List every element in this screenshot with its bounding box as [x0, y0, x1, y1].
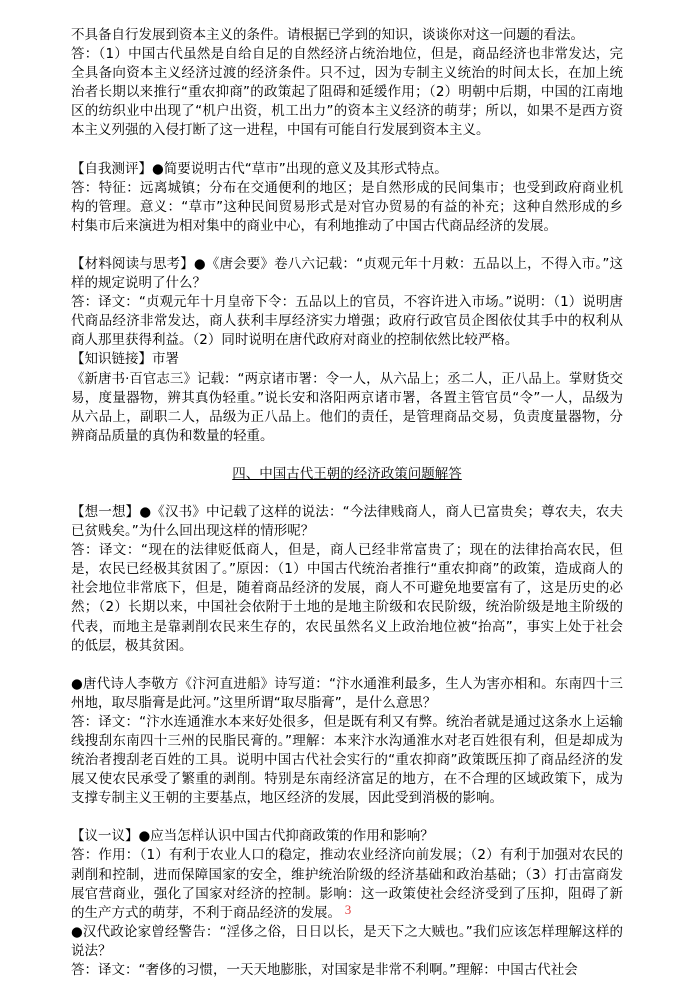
section-heading: 四、中国古代王朝的经济政策问题解答 [232, 465, 462, 482]
text-paragraph: 不具备自行发展到资本主义的条件。请根据已学到的知识，谈谈你对这一问题的看法。 [71, 27, 584, 43]
answer-paragraph: 答：译文：“汴水连通淮水本来好处很多，但是既有利又有弊。统治者就是通过这条水上运输线搜刮东南四十三州的民脂民膏的。”理解：本来汴水沟通淮水对老百姓很有利，但是却成为统治者搜刮老百姓的工具。说明中国古代社会实行的“重农抑商”政策既压抑了商品经济的发展又使农民承受了繁重的剥削。特别是东南经济富足的地方，在不合理的区域政策下，成为支撑专制主义王朝的主要基点，地区经济的发展，因此受到消极的影响。 [71, 713, 623, 807]
knowledge-link-text: 《新唐书·百官志三》记载：“两京诸市署：令一人，从六品上；丞二人，正八品上。掌财货交易，度量器物，辨其真伪轻重。”说长安和洛阳两京诸市署，各置主管官员“令”一人，品级为从六品上，副职二人，品级为正八品上。他们的责任，是管理商品交易，负责度量器物，分辨商品质量的真伪和数量的轻重。 [71, 370, 623, 444]
page-number: 3 [344, 902, 352, 917]
answer-paragraph: 答：译文：“奢侈的习惯，一天天地膨胀，对国家是非常不利啊。”理解：中国古代社会 [71, 962, 578, 979]
discuss-question: 【议一议】●应当怎样认识中国古代抑商政策的作用和影响？ [71, 828, 434, 845]
answer-paragraph: 答：作用：（1）有利于农业人口的稳定，推动农业经济向前发展；（2）有利于加强对农民的剥削和控制，进而保障国家的安全，维护统治阶级的经济基础和政治基础；（3）打击富商发展官营商业，强化了国家对经济的控制。影响：这一政策使社会经济受到了压抑，阻碍了新的生产方式的萌芽，不利于商品经济的发展。 [71, 847, 623, 921]
answer-paragraph: 答：特征：远离城镇；分布在交通便利的地区；是自然形成的民间集市；也受到政府商业机构的管理。意义：“草市”这种民间贸易形式是对官办贸易的有益的补充；这种自然形成的乡村集市后来演进为相对集中的商业中心，有利地推动了中国古代商品经济的发展。 [71, 179, 623, 234]
self-test-question: 【自我测评】●简要说明古代“草市”出现的意义及其形式特点。 [71, 160, 448, 177]
think-question: 【想一想】●《汉书》中记载了这样的说法：“今法律贱商人，商人已富贵矣；尊农夫，农夫已贫贱矣。”为什么回出现这样的情形呢？ [71, 503, 623, 540]
document-body [71, 26, 623, 980]
answer-paragraph: 答：译文：“贞观元年十月皇帝下令：五品以上的官员，不容许进入市场。”说明：（1）说明唐代商品经济非常发达，商人获利丰厚经济实力增强；政府行政官员企图依仗其手中的权利从商人那里获得利益。（2）同时说明在唐代政府对商业的控制依然比较严格。 [71, 294, 623, 349]
answer-paragraph: 答：（1）中国古代虽然是自给自足的自然经济占统治地位，但是，商品经济也非常发达，完全具备向资本主义经济过渡的经济条件。只不过，因为专制主义统治的时间太长，在加上统治者长期以来推行“重农抑商”的政策起了阻碍和延缓作用；（2）明朝中后期，中国的江南地区的纺织业中出现了“机户出资，机工出力”的资本主义经济的萌芽；所以，如果不是西方资本主义列强的入侵打断了这一进程，中国有可能自行发展到资本主义。 [71, 46, 623, 139]
warning-question: ●汉代政论家曾经警告：“淫侈之俗，日日以长，是天下之大贼也。”我们应该怎样理解这样的说法？ [71, 923, 623, 959]
knowledge-link-title: 【知识链接】市署 [71, 351, 179, 368]
answer-paragraph: 答：译文：“现在的法律贬低商人，但是，商人已经非常富贵了；现在的法律抬高农民，但是，农民已经极其贫困了。”原因：（1）中国古代统治者推行“重农抑商”的政策，造成商人的社会地位非常底下，但是，随着商品经济的发展，商人不可避免地要富有了，这是历史的必然；（2）长期以来，中国社会依附于土地的是地主阶级和农民阶级，统治阶级是地主阶级的代表，而地主是靠剥削农民来生存的，农民虽然名义上政治地位被“抬高”，事实上处于社会的低层，极其贫困。 [71, 542, 623, 654]
poem-question: ●唐代诗人李敬方《汴河直进船》诗写道：“汴水通淮利最多，生人为害亦相和。东南四十三州地，取尽脂膏是此河。”这里所谓“取尽脂膏”，是什么意思？ [71, 675, 623, 711]
material-reading-question: 【材料阅读与思考】●《唐会要》卷八六记载：“贞观元年十月敕：五品以上，不得入市。”这样的规定说明了什么？ [71, 255, 623, 292]
